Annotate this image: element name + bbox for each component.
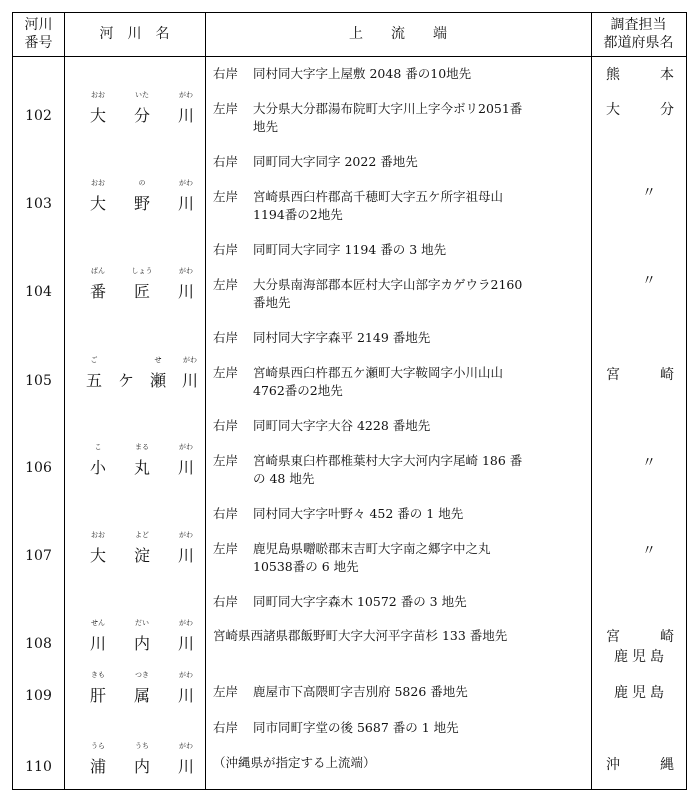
river-name-ruby: がわ <box>179 443 193 451</box>
bank-label: 右岸 <box>213 506 239 521</box>
upstream-text: 宮崎県西臼杵郡五ケ瀬町大字鞍岡字小川山山 <box>253 365 504 380</box>
prefecture-name-part: 宮 <box>606 367 620 383</box>
prefecture-name-part: 熊 <box>606 67 620 83</box>
bank-label: 右岸 <box>213 720 239 735</box>
upstream-line <box>213 118 593 136</box>
upstream-text: （沖縄県が指定する上流端） <box>213 755 376 770</box>
river-name-ruby: がわ <box>179 671 193 679</box>
upstream-line <box>213 470 593 488</box>
river-name-char: 浦 <box>89 757 106 776</box>
river-name-ruby: がわ <box>179 742 193 750</box>
river-table <box>12 12 687 790</box>
river-name-char: 内 <box>133 634 150 653</box>
river-name-char: 川 <box>177 634 194 653</box>
river-number: 103 <box>25 196 52 212</box>
river-name-char: 川 <box>177 546 194 565</box>
river-name <box>65 355 206 395</box>
river-name-ruby: よど <box>135 531 149 539</box>
bank-label: 右岸 <box>213 594 239 609</box>
upstream-line <box>213 719 593 737</box>
ditto-mark: 〃 <box>642 273 656 289</box>
river-name <box>65 670 206 710</box>
bank-label: 左岸 <box>213 684 239 699</box>
river-name-ruby: せ <box>154 356 162 364</box>
river-name-ruby: ばん <box>91 267 105 275</box>
prefecture-name-part: 崎 <box>660 629 674 645</box>
upstream-text: 同町同大字字大谷 4228 番地先 <box>253 418 431 433</box>
river-name-ruby: がわ <box>179 531 193 539</box>
river-name <box>65 618 206 658</box>
upstream-line <box>213 241 593 259</box>
river-name-ruby: うら <box>91 742 105 750</box>
upstream-line <box>213 593 593 611</box>
upstream-text: 大分県大分郡湯布院町大字川上字今ボリ2051番 <box>253 101 523 116</box>
bank-label: 左岸 <box>213 365 239 380</box>
river-name-char: 番 <box>89 282 106 301</box>
river-name <box>65 178 206 218</box>
upstream-line <box>213 754 593 772</box>
river-name <box>65 266 206 306</box>
prefecture-name-part: 分 <box>660 102 674 118</box>
upstream-line <box>213 294 593 312</box>
river-name-ruby: いた <box>135 91 149 99</box>
river-number: 108 <box>25 636 52 652</box>
river-number: 105 <box>25 373 52 389</box>
upstream-line <box>213 382 593 400</box>
upstream-text: 宮崎県西諸県郡飯野町大字大河平字苗杉 133 番地先 <box>213 628 508 643</box>
prefecture-name: 鹿児島 <box>614 649 668 665</box>
river-name-char: 瀬 <box>149 371 166 390</box>
river-name <box>65 530 206 570</box>
river-number: 106 <box>25 460 52 476</box>
upstream-text: 大分県南海部郡本匠村大字山部字カゲウラ2160 <box>253 277 523 292</box>
header-river-name: 河 川 名 <box>99 26 170 42</box>
upstream-line <box>213 540 593 558</box>
bank-label: 左岸 <box>213 541 239 556</box>
upstream-line <box>213 206 593 224</box>
prefecture-name-part: 縄 <box>660 757 674 773</box>
river-name-char: 川 <box>177 194 194 213</box>
upstream-line <box>213 153 593 171</box>
ditto-mark: 〃 <box>642 543 656 559</box>
upstream-text: 番地先 <box>253 295 291 310</box>
river-name-ruby: おお <box>91 91 105 99</box>
prefecture-name-part: 沖 <box>606 757 620 773</box>
upstream-text: 同市同町字堂の後 5687 番の 1 地先 <box>253 720 459 735</box>
upstream-text: 鹿児島県囎唹郡末吉町大字南之郷字中之丸 <box>253 541 491 556</box>
upstream-text: 1194番の2地先 <box>253 207 343 222</box>
upstream-line <box>213 683 593 701</box>
river-name-ruby: しょう <box>131 267 153 275</box>
river-name-ruby: おお <box>91 531 105 539</box>
upstream-line <box>213 276 593 294</box>
bank-label: 右岸 <box>213 330 239 345</box>
upstream-line <box>213 505 593 523</box>
river-name-char: 丸 <box>133 458 150 477</box>
river-number: 107 <box>25 548 52 564</box>
upstream-line <box>213 417 593 435</box>
upstream-text: 10538番の 6 地先 <box>253 559 359 574</box>
prefecture-name-part: 崎 <box>660 367 674 383</box>
header-upstream-end: 上 流 端 <box>349 26 447 42</box>
river-name-char: 肝 <box>89 686 106 705</box>
river-number: 104 <box>25 284 52 300</box>
header-prefecture-line2: 都道府県名 <box>603 35 674 51</box>
river-name-char: 大 <box>89 194 106 213</box>
prefecture-name-part: 本 <box>660 67 674 83</box>
upstream-text: 同村同大字字上屋敷 2048 番の10地先 <box>253 66 472 81</box>
upstream-text: 鹿屋市下高隈町字吉別府 5826 番地先 <box>253 684 468 699</box>
river-name-char: 大 <box>89 546 106 565</box>
header-number-line2: 番号 <box>24 35 53 51</box>
river-name-char: 野 <box>133 194 150 213</box>
river-name <box>65 741 206 781</box>
bank-label: 左岸 <box>213 277 239 292</box>
upstream-text: 4762番の2地先 <box>253 383 343 398</box>
river-name-char: 川 <box>181 371 198 390</box>
upstream-line <box>213 364 593 382</box>
upstream-text: 同村同大字字森平 2149 番地先 <box>253 330 431 345</box>
river-name-ruby: がわ <box>179 91 193 99</box>
upstream-line <box>213 627 593 645</box>
river-name-char: 川 <box>177 106 194 125</box>
bank-label: 右岸 <box>213 242 239 257</box>
prefecture-name: 鹿児島 <box>614 685 668 701</box>
bank-label: 左岸 <box>213 101 239 116</box>
river-name-char: 小 <box>89 458 106 477</box>
upstream-text: 同村同大字字叶野々 452 番の 1 地先 <box>253 506 464 521</box>
ditto-mark: 〃 <box>642 185 656 201</box>
upstream-text: 同町同大字同字 2022 番地先 <box>253 154 418 169</box>
upstream-text: 宮崎県西臼杵郡高千穂町大字五ケ所字祖母山 <box>253 189 504 204</box>
header-number-line1: 河川 <box>24 17 53 33</box>
bank-label: 左岸 <box>213 189 239 204</box>
header-number <box>13 16 64 52</box>
river-name-char: 内 <box>133 757 150 776</box>
header-prefecture-line1: 調査担当 <box>610 17 667 33</box>
river-name-char: 川 <box>177 458 194 477</box>
bank-label: 左岸 <box>213 453 239 468</box>
upstream-text: 宮崎県東臼杵郡椎葉村大字大河内字尾崎 186 番 <box>253 453 523 468</box>
river-name-char: 五 <box>85 371 102 390</box>
header-divider <box>13 56 686 57</box>
river-name-ruby: ご <box>90 356 98 364</box>
river-name-char: 匠 <box>133 282 150 301</box>
river-name-char: 川 <box>177 686 194 705</box>
river-name-char: 大 <box>89 106 106 125</box>
river-name-ruby: せん <box>91 619 105 627</box>
bank-label: 右岸 <box>213 418 239 433</box>
river-name-char: 淀 <box>133 546 150 565</box>
upstream-text: 地先 <box>253 119 279 134</box>
river-name-char: 属 <box>133 686 150 705</box>
river-name-ruby: がわ <box>179 619 193 627</box>
river-name-ruby: の <box>138 179 146 187</box>
river-name-char: 川 <box>89 634 106 653</box>
upstream-text: 同町同大字字森木 10572 番の 3 地先 <box>253 594 467 609</box>
upstream-line <box>213 558 593 576</box>
river-name-char: 川 <box>177 757 194 776</box>
river-name-char: 分 <box>133 106 150 125</box>
upstream-line <box>213 65 593 83</box>
river-name-ruby: がわ <box>183 356 197 364</box>
ditto-mark: 〃 <box>642 455 656 471</box>
prefecture-name-part: 宮 <box>606 629 620 645</box>
river-number: 102 <box>25 108 52 124</box>
river-name-ruby: がわ <box>179 267 193 275</box>
river-name-ruby: きも <box>91 671 105 679</box>
bank-label: 右岸 <box>213 154 239 169</box>
bank-label: 右岸 <box>213 66 239 81</box>
river-name <box>65 442 206 482</box>
river-name-ruby: こ <box>94 443 102 451</box>
upstream-text: の 48 地先 <box>253 471 315 486</box>
river-name-ruby: まる <box>135 443 149 451</box>
upstream-line <box>213 100 593 118</box>
prefecture-name-part: 大 <box>606 102 620 118</box>
river-name-ruby: つき <box>135 671 149 679</box>
upstream-line <box>213 452 593 470</box>
river-name-ruby: おお <box>91 179 105 187</box>
header-prefecture <box>591 16 686 52</box>
river-name-char: ケ <box>117 371 134 390</box>
river-name-ruby: だい <box>135 619 149 627</box>
river-name-char: 川 <box>177 282 194 301</box>
upstream-line <box>213 329 593 347</box>
upstream-line <box>213 188 593 206</box>
river-number: 109 <box>25 688 52 704</box>
upstream-text: 同町同大字同字 1194 番の 3 地先 <box>253 242 447 257</box>
river-name-ruby: うち <box>135 742 149 750</box>
river-number: 110 <box>25 759 52 775</box>
river-name-ruby: がわ <box>179 179 193 187</box>
river-name <box>65 90 206 130</box>
